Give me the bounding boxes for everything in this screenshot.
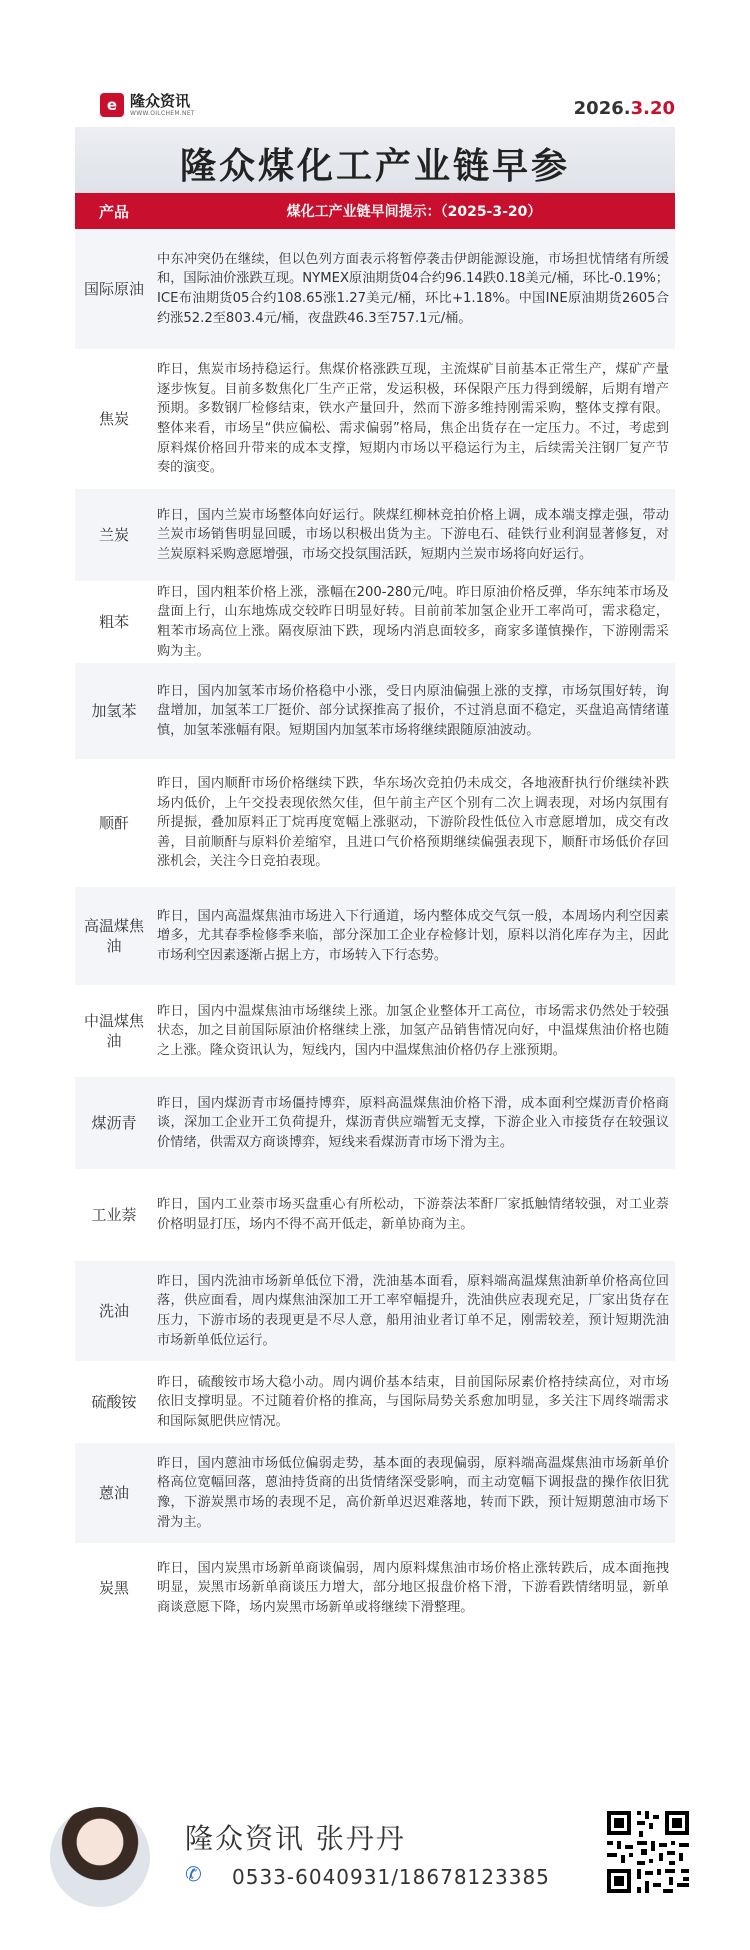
phone-icon: ✆ <box>185 1862 202 1886</box>
report-date <box>574 98 675 119</box>
product-commentary: 昨日，国内粗苯价格上涨，涨幅在200-280元/吨。昨日原油价格反弹，华东纯苯市场及盘面上行，山东地炼成交较昨日明显好转。目前前苯加氢企业开工率尚可，需求稳定，粗苯市场高位上涨。隔夜原油下跌，现场内消息面较多，商家多谨慎操作，下游刚需采购为主。 <box>157 584 669 659</box>
table-row <box>75 1443 675 1543</box>
page-title: 隆众煤化工产业链早参 <box>179 146 570 187</box>
product-commentary: 昨日，国内炭黑市场新单商谈偏弱，周内原料煤焦油市场价格止涨转跌后，成本面拖拽明显，炭黑市场新单商谈压力增大，部分地区报盘价格下滑，下游看跌情绪明显，新单商谈意愿下降，场内炭黑市场新单或将继续下滑整理。 <box>157 1560 669 1615</box>
product-name: 顺酐 <box>98 813 129 832</box>
product-name: 高温煤焦油 <box>83 916 144 955</box>
date-prefix: 2026. <box>573 98 631 119</box>
product-commentary: 昨日，国内顺酐市场价格继续下跌，华东场次竞拍仍未成交，各地液酐执行价继续补跌场内低价，上午交投表现依然欠佳，但午前主产区个别有二次上调表现，对场内氛围有所提振，叠加原料正丁烷再度宽幅上涨驱动，下游阶段性低位入市意愿增加，成交有改善，目前顺酐与原料价差缩窄，且进口气价格预期继续偏强表现下，顺酐市场低价存回涨机会，关注今日竞拍表现。 <box>157 776 669 870</box>
contact-footer <box>0 1795 750 1950</box>
report-table <box>75 229 675 1633</box>
product-name: 兰炭 <box>98 525 129 544</box>
product-name: 中温煤焦油 <box>83 1011 144 1050</box>
product-commentary: 昨日，国内中温煤焦油市场继续上涨。加氢企业整体开工高位，市场需求仍然处于较强状态，加之目前国际原油价格继续上涨，加氢产品销售情况向好，中温煤焦油价格也随之上涨。隆众资讯认为，短线内，国内中温煤焦油价格仍存上涨预期。 <box>157 1003 669 1058</box>
product-commentary: 昨日，国内蒽油市场低位偏弱走势，基本面的表现偏弱，原料端高温煤焦油市场新单价格高位宽幅回落，蒽油持货商的出货情绪深受影响，而主动宽幅下调报盘的操作依旧犹豫，下游炭黑市场的表现不足，高价新单迟迟难落地，转而下跌，预计短期蒽油市场下滑为主。 <box>157 1455 669 1530</box>
product-commentary: 昨日，国内工业萘市场买盘重心有所松动，下游萘法苯酐厂家抵触情绪较强，对工业萘价格明显打压，场内不得不高开低走，新单协商为主。 <box>157 1197 669 1232</box>
top-bar <box>0 0 750 122</box>
product-name: 粗苯 <box>98 612 129 631</box>
product-commentary: 昨日，国内洗油市场新单低位下滑，洗油基本面看，原料端高温煤焦油新单价格高位回落，供应面看，周内煤焦油深加工开工率窄幅提升，洗油供应表现充足，厂家出货存在压力，下游市场的表现更是不尽人意，船用油业者订单不足，刚需较差，预计短期洗油市场新单低位运行。 <box>157 1273 669 1348</box>
product-name: 加氢苯 <box>91 701 137 720</box>
table-row <box>75 1261 675 1361</box>
header-notice: 煤化工产业链早间提示：（2025-3-20） <box>286 204 542 220</box>
product-name: 煤沥青 <box>91 1113 137 1132</box>
header-product: 产品 <box>98 202 129 221</box>
product-name: 洗油 <box>98 1301 129 1320</box>
logo-text <box>130 91 195 117</box>
table-row <box>75 489 675 581</box>
contact-company: 隆众资讯 <box>185 1822 306 1855</box>
qr-code-icon[interactable] <box>603 1807 693 1897</box>
table-row <box>75 1543 675 1633</box>
product-commentary: 昨日，国内兰炭市场整体向好运行。陕煤红柳林竞拍价格上调，成本端支撑走强，带动兰炭市场销售明显回暖，市场以积极出货为主。下游电石、硅铁行业利润显著修复，对兰炭原料采购意愿增强，市场交投氛围活跃，短期内兰炭市场将向好运行。 <box>157 507 669 562</box>
product-commentary: 昨日，硫酸铵市场大稳小动。周内调价基本结束，目前国际尿素价格持续高位，对市场依旧支撑明显。不过随着价格的推高，与国际局势关系愈加明显，多关注下周终端需求和国际氮肥供应情况。 <box>157 1374 669 1429</box>
table-row <box>75 1361 675 1443</box>
product-commentary: 中东冲突仍在继续，但以色列方面表示将暂停袭击伊朗能源设施，市场担忧情绪有所缓和，国际油价涨跌互现。NYMEX原油期货04合约96.14跌0.18美元/桶，环比-0.19%；ICE布油期货05合约108.65涨1.27美元/桶，环比+1.18%。中国INE原油期货2605合约涨52.2至803.4元/桶，夜盘跌46.3至757.1元/桶。 <box>157 251 669 326</box>
table-row <box>75 985 675 1077</box>
avatar <box>50 1807 150 1907</box>
table-row <box>75 1169 675 1261</box>
contact-name <box>185 1817 406 1857</box>
brand-name: 隆众资讯 <box>130 91 191 110</box>
brand-url: WWW.OILCHEM.NET <box>130 109 195 117</box>
product-name: 工业萘 <box>91 1205 137 1224</box>
product-name: 蒽油 <box>98 1483 129 1502</box>
table-header <box>75 193 675 229</box>
table-row <box>75 581 675 663</box>
table-row <box>75 663 675 759</box>
table-row <box>75 887 675 985</box>
logo-mark-icon: e <box>100 93 124 117</box>
product-commentary: 昨日，国内加氢苯市场价格稳中小涨，受日内原油偏强上涨的支撑，市场氛围好转，询盘增加，加氢苯工厂挺价、部分试探推高了报价，不过消息面不稳定，买盘追高情绪谨慎，加氢苯涨幅有限。短期国内加氢苯市场将继续跟随原油波动。 <box>157 683 669 738</box>
product-commentary: 昨日，国内煤沥青市场僵持博弈，原料高温煤焦油价格下滑，成本面利空煤沥青价格商谈，深加工企业开工负荷提升，煤沥青供应端暂无支撑，下游企业入市接货存在较强议价情绪，供需双方商谈博弈，短线来看煤沥青市场下滑为主。 <box>157 1095 669 1150</box>
table-row <box>75 349 675 489</box>
contact-person: 张丹丹 <box>315 1822 406 1855</box>
contact-phone[interactable]: 0533-6040931/18678123385 <box>232 1865 550 1889</box>
product-commentary: 昨日，国内高温煤焦油市场进入下行通道，场内整体成交气氛一般，本周场内利空因素增多，尤其春季检修季来临，部分深加工企业存检修计划，原料以消化库存为主，因此市场利空因素逐渐占据上方，市场转入下行态势。 <box>157 908 669 963</box>
product-name: 炭黑 <box>98 1578 129 1597</box>
date-highlight: 3.20 <box>630 98 675 119</box>
product-name: 国际原油 <box>83 279 144 298</box>
product-name: 硫酸铵 <box>91 1392 137 1411</box>
product-commentary: 昨日，焦炭市场持稳运行。焦煤价格涨跌互现，主流煤矿目前基本正常生产，煤矿产量逐步恢复。目前多数焦化厂生产正常，发运积极，环保限产压力得到缓解，后期有增产预期。多数钢厂检修结束，铁水产量回升，然而下游多维持刚需采购，整体支撑有限。整体来看，市场呈“供应偏松、需求偏弱”格局，焦企出货存在一定压力。不过，考虑到原料煤价格回升带来的成本支撑，短期内市场以平稳运行为主，后续需关注钢厂复产节奏的演变。 <box>157 362 669 476</box>
table-row <box>75 759 675 887</box>
product-name: 焦炭 <box>98 409 129 428</box>
table-row <box>75 1077 675 1169</box>
table-row <box>75 229 675 349</box>
brand-logo[interactable] <box>100 92 195 118</box>
